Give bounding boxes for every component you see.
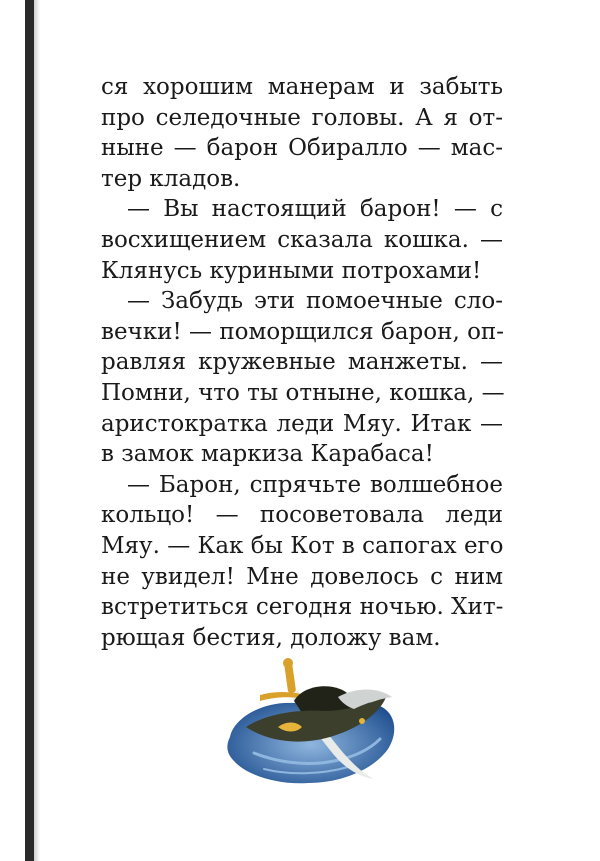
text-line: — Вы настоящий барон! — с [127, 196, 503, 223]
text-line: рющая бестия, доложу вам. [101, 624, 441, 651]
book-spine [25, 0, 34, 861]
text-line: восхищением сказала кошка. — [101, 226, 503, 253]
text-line: вечки! — поморщился барон, оп- [101, 318, 505, 345]
text-line: встретиться сегодня ночью. Хит- [101, 594, 504, 621]
text-line: не увидел! Мне довелось с ним [101, 563, 503, 590]
text-line: кольцо! — посоветовала леди [101, 502, 503, 529]
text-line: про селедочные головы. А я от- [101, 104, 503, 131]
sword-hat-illustration [224, 657, 400, 789]
text-line: Помни, что ты отныне, кошка, — [101, 379, 505, 406]
text-line: Мяу. — Как бы Кот в сапогах его [101, 532, 504, 559]
illustration-vignette [224, 657, 400, 789]
text-line: Клянусь куриными потрохами! [101, 257, 482, 284]
text-line: в замок маркиза Карабаса! [101, 441, 434, 468]
page-text [101, 72, 503, 653]
text-line: — Барон, спрячьте волшебное [127, 471, 503, 498]
text-line: — Забудь эти помоечные сло- [127, 288, 503, 315]
hat-buckle [359, 718, 365, 724]
text-line: равляя кружевные манжеты. — [101, 349, 503, 376]
text-line: аристократка леди Мяу. Итак — [101, 410, 503, 437]
spine-shadow [34, 0, 40, 861]
text-line: ся хорошим манерам и забыть [101, 74, 503, 100]
text-line: тер кладов. [101, 165, 241, 192]
text-line: ныне — барон Обиралло — мас- [101, 135, 503, 162]
sword-hilt [260, 658, 306, 701]
